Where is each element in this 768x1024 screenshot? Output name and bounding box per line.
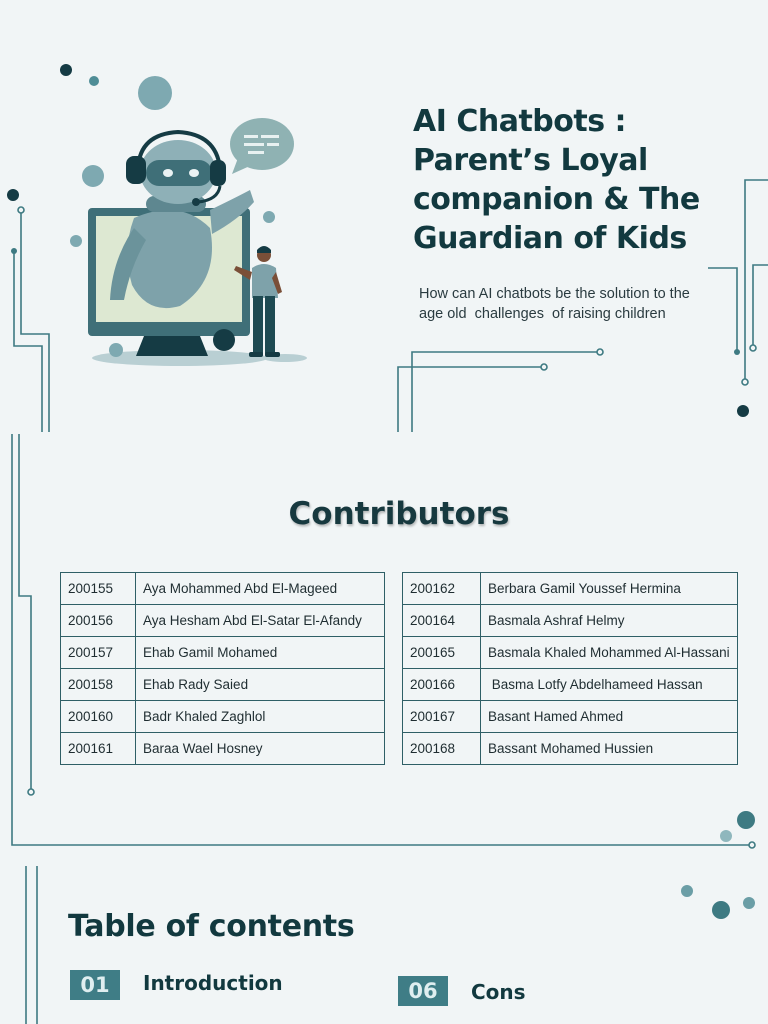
student-name: Ehab Rady Saied <box>136 669 385 701</box>
toc-item-introduction[interactable]: Introduction <box>143 971 283 995</box>
contributors-heading: Contributors <box>288 496 510 532</box>
student-name: Aya Hesham Abd El-Satar El-Afandy <box>136 605 385 637</box>
title-line: companion & The <box>413 182 700 217</box>
student-id: 200166 <box>403 669 481 701</box>
student-name: Basmala Khaled Mohammed Al-Hassani <box>481 637 738 669</box>
table-row <box>61 701 385 733</box>
table-row <box>61 637 385 669</box>
student-id: 200168 <box>403 733 481 765</box>
table-row <box>61 605 385 637</box>
table-row <box>403 733 738 765</box>
student-id: 200161 <box>61 733 136 765</box>
table-row <box>403 605 738 637</box>
table-row <box>61 669 385 701</box>
title-line: AI Chatbots : <box>413 104 627 139</box>
student-name: Berbara Gamil Youssef Hermina <box>481 573 738 605</box>
contributors-table-right <box>402 572 738 765</box>
table-row <box>403 637 738 669</box>
subtitle <box>419 284 719 324</box>
student-name: Badr Khaled Zaghlol <box>136 701 385 733</box>
subtitle-line: age old challenges of raising children <box>419 306 666 322</box>
student-id: 200157 <box>61 637 136 669</box>
student-name: Basmala Ashraf Helmy <box>481 605 738 637</box>
student-id: 200160 <box>61 701 136 733</box>
table-row <box>403 669 738 701</box>
table-row <box>403 573 738 605</box>
title-line: Guardian of Kids <box>413 221 687 256</box>
student-id: 200155 <box>61 573 136 605</box>
table-row <box>61 733 385 765</box>
toc-item-cons[interactable]: Cons <box>471 980 526 1004</box>
student-name: Ehab Gamil Mohamed <box>136 637 385 669</box>
student-id: 200158 <box>61 669 136 701</box>
toc-item-number: 06 <box>398 976 448 1006</box>
title-line: Parent’s Loyal <box>413 143 648 178</box>
student-name: Basant Hamed Ahmed <box>481 701 738 733</box>
table-row <box>403 701 738 733</box>
page-title <box>413 102 753 258</box>
speech-bubble-icon <box>230 118 294 174</box>
student-id: 200165 <box>403 637 481 669</box>
robot-chatbot-illustration <box>60 110 310 375</box>
student-id: 200167 <box>403 701 481 733</box>
student-id: 200162 <box>403 573 481 605</box>
toc-item-number: 01 <box>70 970 120 1000</box>
toc-heading: Table of contents <box>68 909 355 944</box>
student-id: 200164 <box>403 605 481 637</box>
table-row <box>61 573 385 605</box>
subtitle-line: How can AI chatbots be the solution to the <box>419 286 690 302</box>
student-name: Basma Lotfy Abdelhameed Hassan <box>481 669 738 701</box>
student-id: 200156 <box>61 605 136 637</box>
student-name: Bassant Mohamed Hussien <box>481 733 738 765</box>
student-name: Baraa Wael Hosney <box>136 733 385 765</box>
contributors-table-left <box>60 572 385 765</box>
student-name: Aya Mohammed Abd El-Mageed <box>136 573 385 605</box>
